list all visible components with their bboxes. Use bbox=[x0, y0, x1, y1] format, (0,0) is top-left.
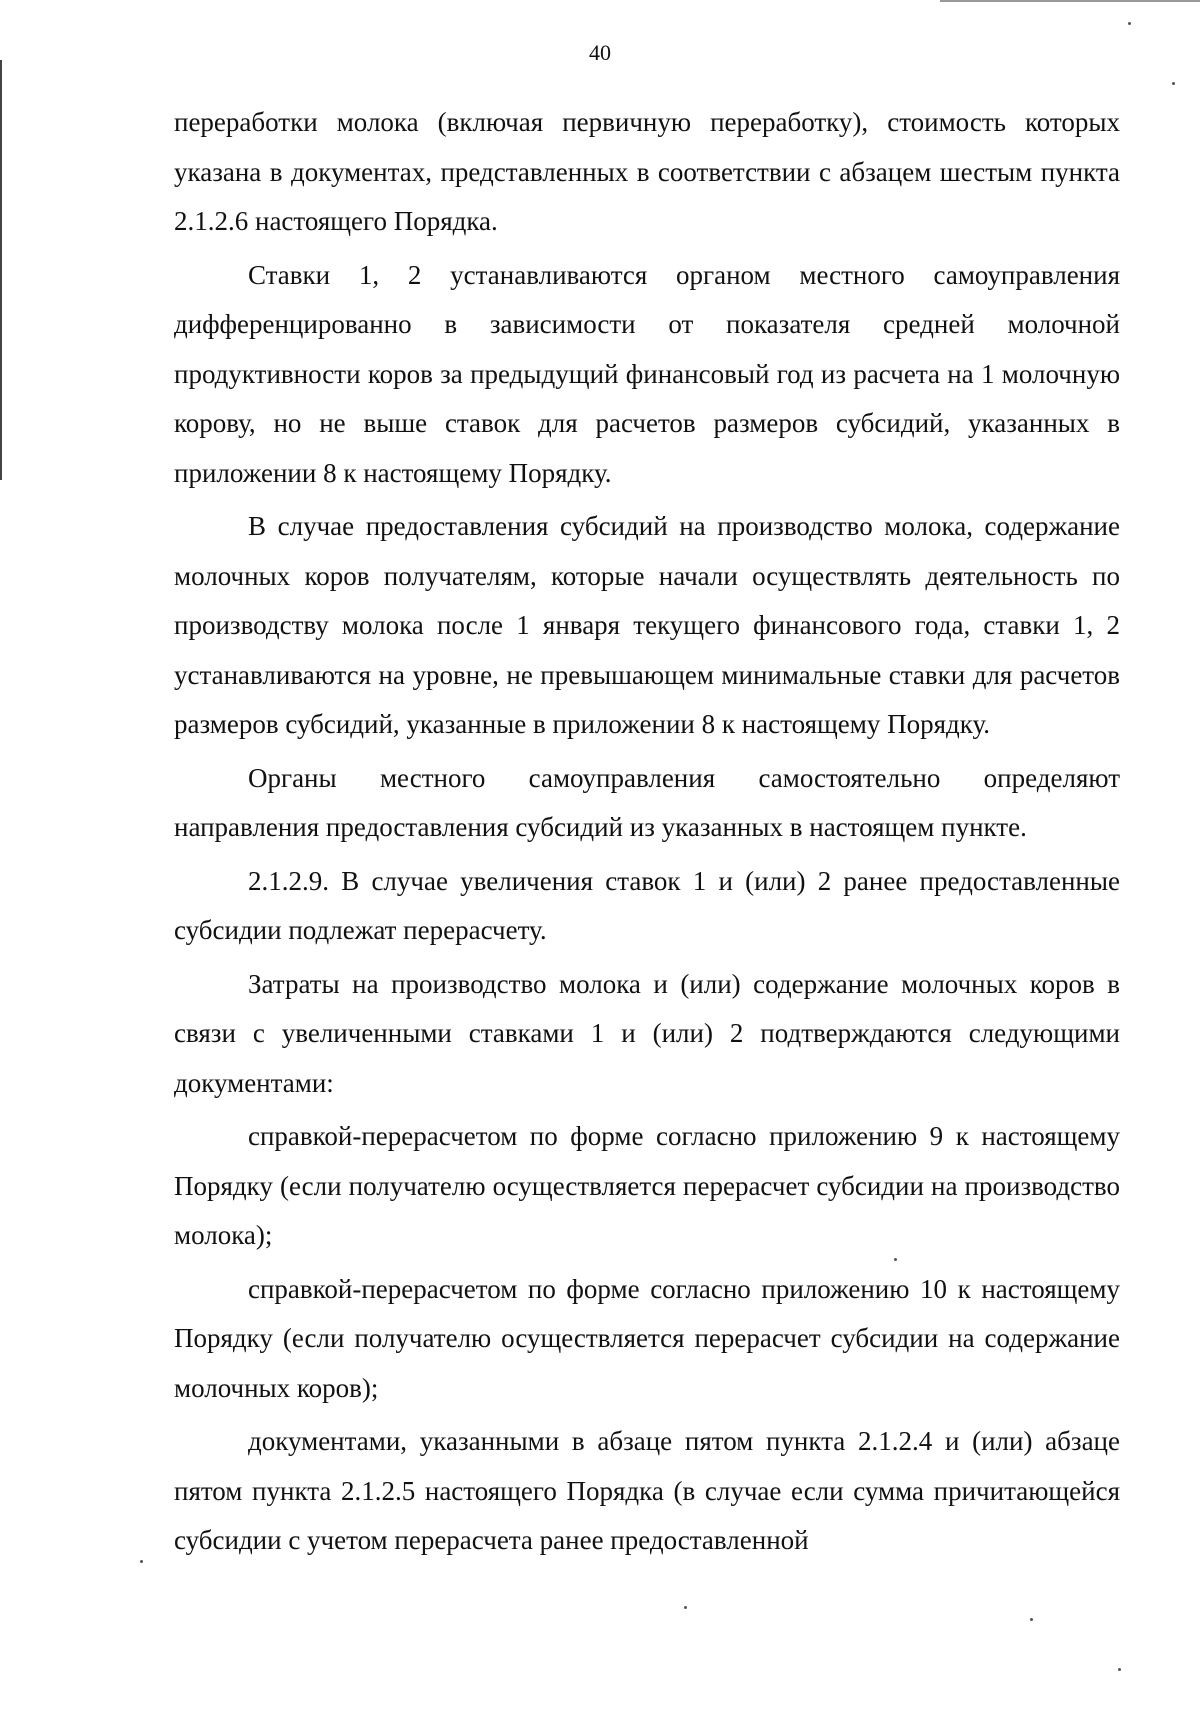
paragraph-1: переработки молока (включая первичную переработку), стоимость которых указана в документах, представленных в соответствии с абзацем шестым пункта 2.1.2.6 настоящего Порядка. bbox=[174, 107, 1120, 236]
scan-speck bbox=[1118, 1668, 1121, 1671]
scan-speck bbox=[1030, 1618, 1033, 1621]
paragraph-2: Ставки 1, 2 устанавливаются органом местного самоуправления дифференцированно в зависимости от показателя средней молочной продуктивности коров за предыдущий финансовый год из расчета на 1 молочную корову, но не выше ставок для расчетов размеров субсидий, указанных в приложении 8 к настоящему Порядку. bbox=[174, 259, 1120, 488]
paragraph-8: справкой-перерасчетом по форме согласно приложению 10 к настоящему Порядку (если получателю осуществляется перерасчет субсидии на содержание молочных коров); bbox=[174, 1273, 1120, 1403]
paragraph-3: В случае предоставления субсидий на производство молока, содержание молочных коров получателям, которые начали осуществлять деятельность по производству молока после 1 января текущего финансового года, ставки 1, 2 устанавливаются на уровне, не превышающем минимальные ставки для расчетов размеров субсидий, указанные в приложении 8 к настоящему Порядку. bbox=[174, 511, 1120, 739]
scan-speck bbox=[684, 1606, 687, 1609]
page-number: 40 bbox=[589, 40, 611, 65]
paragraph-4: Органы местного самоуправления самостоятельно определяют направления предоставления субсидий из указанных в настоящем пункте. bbox=[174, 762, 1120, 842]
paragraph-5: 2.1.2.9. В случае увеличения ставок 1 и (или) 2 ранее предоставленные субсидии подлежат перерасчету. bbox=[174, 865, 1120, 945]
document-body bbox=[174, 98, 1120, 1570]
scan-edge-line bbox=[0, 60, 2, 480]
paragraph-9: документами, указанными в абзаце пятом пункта 2.1.2.4 и (или) абзаце пятом пункта 2.1.2.5 настоящего Порядка (в случае если сумма причитающейся субсидии с учетом перерасчета ранее предоставленной bbox=[174, 1426, 1120, 1555]
paragraph-7: справкой-перерасчетом по форме согласно приложению 9 к настоящему Порядку (если получателю осуществляется перерасчет субсидии на производство молока); bbox=[174, 1121, 1120, 1250]
scan-speck bbox=[1128, 22, 1131, 25]
scan-speck bbox=[140, 1560, 143, 1563]
scan-edge-rule bbox=[940, 0, 1200, 2]
scan-speck bbox=[1172, 82, 1175, 85]
paragraph-6: Затраты на производство молока и (или) содержание молочных коров в связи с увеличенными ставками 1 и (или) 2 подтверждаются следующими документами: bbox=[174, 968, 1120, 1098]
scan-speck bbox=[894, 1258, 897, 1261]
